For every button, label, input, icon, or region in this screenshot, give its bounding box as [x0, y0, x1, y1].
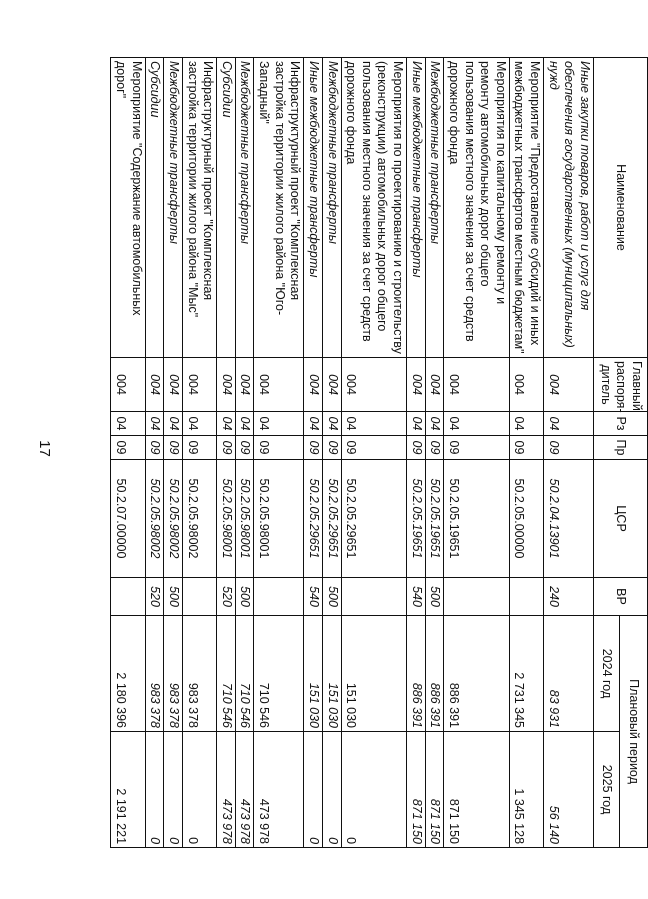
- row-value-2024: 151 030: [304, 616, 323, 732]
- row-name: Иные межбюджетные трансферты: [407, 58, 426, 358]
- row-vr: 500: [235, 578, 254, 616]
- row-pr: 09: [254, 436, 304, 460]
- row-value-2025: 871 150: [407, 732, 426, 848]
- row-rz: 04: [509, 412, 543, 436]
- row-rz: 04: [304, 412, 323, 436]
- row-rz: 04: [217, 412, 236, 436]
- table-row: [323, 58, 342, 848]
- row-vr: [183, 578, 217, 616]
- row-vr: 540: [407, 578, 426, 616]
- row-pr: 09: [145, 436, 164, 460]
- row-vr: [509, 578, 543, 616]
- row-rz: 04: [254, 412, 304, 436]
- row-value-2024: 710 546: [217, 616, 236, 732]
- row-value-2025: 0: [304, 732, 323, 848]
- row-pr: 09: [183, 436, 217, 460]
- row-grbs: 004: [304, 358, 323, 412]
- budget-table: [111, 57, 648, 848]
- row-grbs: 004: [145, 358, 164, 412]
- table-row: [509, 58, 543, 848]
- row-name: Иные закупки товаров, работ и услуг для обеспечения государственных (муниципальных) нужд: [544, 58, 594, 358]
- table-row: [407, 58, 426, 848]
- header-rz: Рз: [594, 412, 648, 436]
- row-pr: 09: [323, 436, 342, 460]
- row-rz: 04: [425, 412, 444, 436]
- row-rz: 04: [145, 412, 164, 436]
- row-value-2025: 0: [164, 732, 183, 848]
- row-pr: 09: [407, 436, 426, 460]
- row-name: Мероприятия по проектированию и строительству (реконструкции) автомобильных дорог общего пользования местного значения за счет средств дорожного фонда: [341, 58, 407, 358]
- row-rz: 04: [341, 412, 407, 436]
- table-row: [111, 58, 145, 848]
- table-row: [145, 58, 164, 848]
- row-vr: [341, 578, 407, 616]
- table-row: [183, 58, 217, 848]
- row-vr: [254, 578, 304, 616]
- row-rz: 04: [183, 412, 217, 436]
- row-value-2024: 710 546: [254, 616, 304, 732]
- row-vr: 240: [544, 578, 594, 616]
- row-pr: 09: [304, 436, 323, 460]
- row-pr: 09: [341, 436, 407, 460]
- row-csr: 50.2.05.19651: [407, 460, 426, 578]
- row-csr: 50.2.05.19651: [425, 460, 444, 578]
- row-value-2024: 886 391: [444, 616, 510, 732]
- row-name: Иные межбюджетные трансферты: [304, 58, 323, 358]
- row-vr: 540: [304, 578, 323, 616]
- row-value-2025: 0: [183, 732, 217, 848]
- row-grbs: 004: [341, 358, 407, 412]
- row-pr: 09: [235, 436, 254, 460]
- row-value-2025: 0: [341, 732, 407, 848]
- row-csr: 50.2.05.98002: [164, 460, 183, 578]
- row-value-2025: 871 150: [444, 732, 510, 848]
- row-csr: 50.2.05.19651: [444, 460, 510, 578]
- row-rz: 04: [164, 412, 183, 436]
- row-name: Мероприятия по капитальному ремонту и ремонту автомобильных дорог общего пользования местного значения за счет средств дорожного фонда: [444, 58, 510, 358]
- row-value-2024: 710 546: [235, 616, 254, 732]
- table-row: [544, 58, 594, 848]
- row-value-2024: 983 378: [145, 616, 164, 732]
- row-pr: 09: [164, 436, 183, 460]
- row-csr: 50.2.05.29651: [341, 460, 407, 578]
- row-pr: 09: [509, 436, 543, 460]
- row-name: Инфраструктурный проект "Комплексная застройка территории жилого района "Мыс": [183, 58, 217, 358]
- row-value-2025: 2 191 221: [111, 732, 145, 848]
- row-rz: 04: [444, 412, 510, 436]
- table-header: [594, 58, 648, 848]
- row-csr: 50.2.05.29651: [304, 460, 323, 578]
- row-csr: 50.2.05.98001: [217, 460, 236, 578]
- row-value-2024: 2 731 345: [509, 616, 543, 732]
- row-grbs: 004: [164, 358, 183, 412]
- header-grbs: Главный распоря-дитель: [594, 358, 648, 412]
- row-name: Инфраструктурный проект "Комплексная застройка территории жилого района "Юго-Западный": [254, 58, 304, 358]
- row-csr: 50.2.05.98002: [145, 460, 164, 578]
- table-row: [235, 58, 254, 848]
- row-name: Межбюджетные трансферты: [235, 58, 254, 358]
- row-grbs: 004: [407, 358, 426, 412]
- row-value-2025: 0: [145, 732, 164, 848]
- row-value-2025: 473 978: [235, 732, 254, 848]
- header-year-2024: 2024 год: [594, 616, 620, 732]
- row-name: Мероприятие "Предоставление субсидий и иных межбюджетных трансфертов местным бюджетам": [509, 58, 543, 358]
- row-name: Межбюджетные трансферты: [425, 58, 444, 358]
- row-grbs: 004: [183, 358, 217, 412]
- table-row: [425, 58, 444, 848]
- row-grbs: 004: [254, 358, 304, 412]
- row-value-2024: 2 180 396: [111, 616, 145, 732]
- row-rz: 04: [544, 412, 594, 436]
- row-value-2024: 151 030: [323, 616, 342, 732]
- row-grbs: 004: [217, 358, 236, 412]
- row-vr: 520: [217, 578, 236, 616]
- row-name: Мероприятие "Содержание автомобильных дорог": [111, 58, 145, 358]
- row-grbs: 004: [509, 358, 543, 412]
- rotated-table-wrapper: [114, 57, 648, 847]
- row-vr: 500: [323, 578, 342, 616]
- row-pr: 09: [425, 436, 444, 460]
- row-value-2024: 886 391: [425, 616, 444, 732]
- row-csr: 50.2.05.98001: [254, 460, 304, 578]
- row-grbs: 004: [444, 358, 510, 412]
- row-csr: 50.2.04.13901: [544, 460, 594, 578]
- row-value-2024: 886 391: [407, 616, 426, 732]
- header-year-2025: 2025 год: [594, 732, 620, 848]
- row-value-2024: 83 931: [544, 616, 594, 732]
- row-grbs: 004: [235, 358, 254, 412]
- row-rz: 04: [407, 412, 426, 436]
- row-value-2025: 1 345 128: [509, 732, 543, 848]
- row-value-2025: 473 978: [254, 732, 304, 848]
- row-grbs: 004: [425, 358, 444, 412]
- row-name: Субсидии: [145, 58, 164, 358]
- row-vr: 500: [164, 578, 183, 616]
- row-vr: 520: [145, 578, 164, 616]
- row-value-2024: 983 378: [164, 616, 183, 732]
- row-value-2025: 473 978: [217, 732, 236, 848]
- table-row: [254, 58, 304, 848]
- header-csr: ЦСР: [594, 460, 648, 578]
- table-row: [341, 58, 407, 848]
- page-number: 17: [35, 440, 53, 457]
- row-vr: [444, 578, 510, 616]
- row-rz: 04: [111, 412, 145, 436]
- row-rz: 04: [235, 412, 254, 436]
- row-grbs: 004: [544, 358, 594, 412]
- table-row: [164, 58, 183, 848]
- row-csr: 50.2.05.98001: [235, 460, 254, 578]
- row-grbs: 004: [323, 358, 342, 412]
- header-name: Наименование: [594, 58, 648, 358]
- row-rz: 04: [323, 412, 342, 436]
- row-value-2024: 983 378: [183, 616, 217, 732]
- header-vr: ВР: [594, 578, 648, 616]
- table-row: [304, 58, 323, 848]
- row-name: Межбюджетные трансферты: [164, 58, 183, 358]
- row-pr: 09: [544, 436, 594, 460]
- row-value-2024: 151 030: [341, 616, 407, 732]
- row-grbs: 004: [111, 358, 145, 412]
- row-name: Межбюджетные трансферты: [323, 58, 342, 358]
- header-planning-period: Плановый период: [620, 616, 648, 848]
- table-row: [444, 58, 510, 848]
- row-pr: 09: [217, 436, 236, 460]
- row-csr: 50.2.05.00000: [509, 460, 543, 578]
- row-name: Субсидии: [217, 58, 236, 358]
- row-vr: 500: [425, 578, 444, 616]
- row-csr: 50.2.05.29651: [323, 460, 342, 578]
- table-body: [111, 58, 594, 848]
- row-vr: [111, 578, 145, 616]
- row-pr: 09: [111, 436, 145, 460]
- row-csr: 50.2.07.00000: [111, 460, 145, 578]
- row-value-2025: 56 140: [544, 732, 594, 848]
- table-row: [217, 58, 236, 848]
- row-value-2025: 871 150: [425, 732, 444, 848]
- row-value-2025: 0: [323, 732, 342, 848]
- header-pr: Пр: [594, 436, 648, 460]
- row-pr: 09: [444, 436, 510, 460]
- row-csr: 50.2.05.98002: [183, 460, 217, 578]
